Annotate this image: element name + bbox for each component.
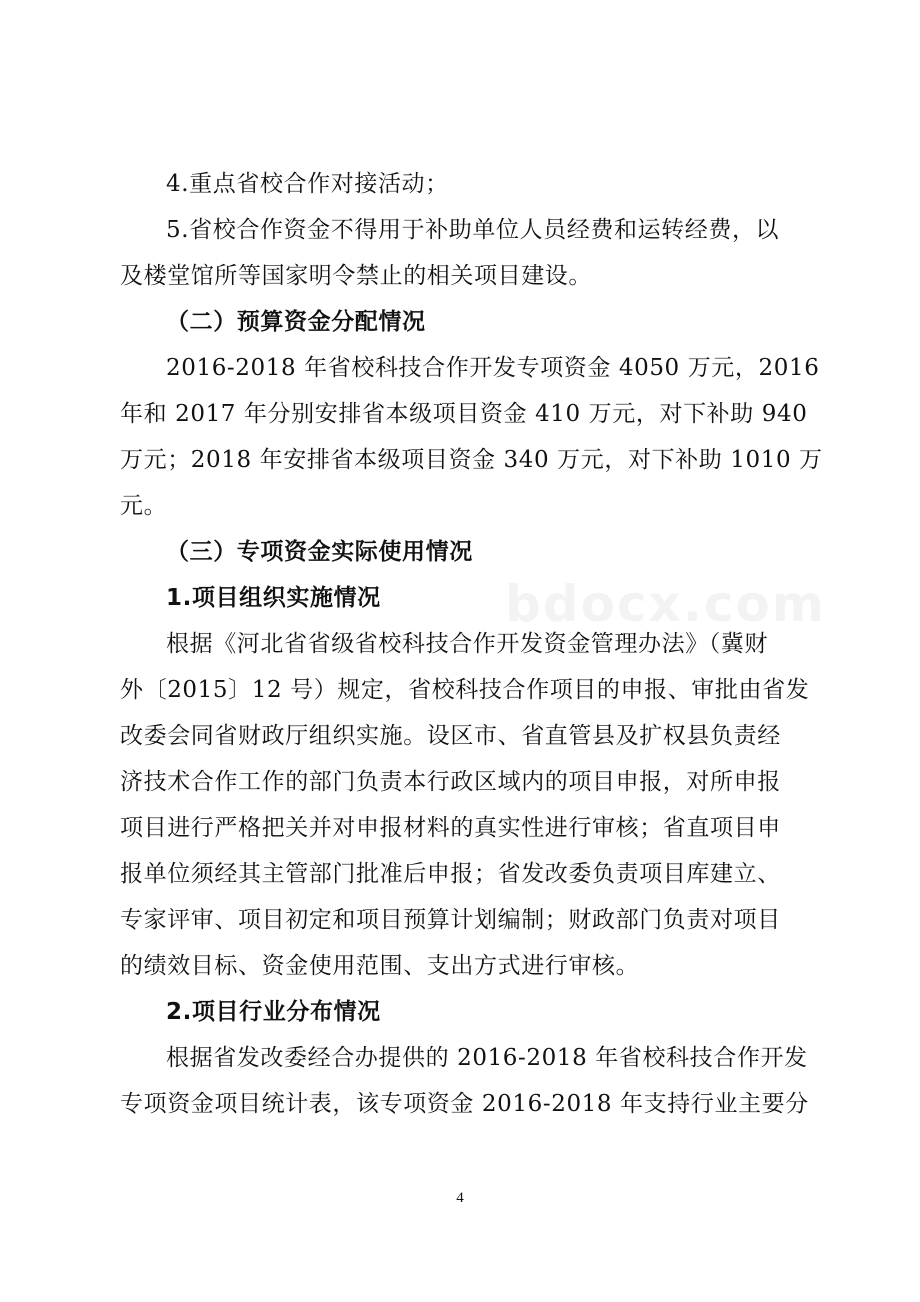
list-item-5-line-1 bbox=[120, 207, 810, 253]
section-heading-3: （三）专项资金实际使用情况 bbox=[166, 539, 473, 565]
paragraph-budget-line-4: 元。 bbox=[120, 493, 168, 519]
page-number: 4 bbox=[456, 1190, 464, 1206]
subsection-heading-2: 2.项目行业分布情况 bbox=[166, 999, 381, 1025]
section-heading-2: （二）预算资金分配情况 bbox=[166, 309, 426, 335]
document-body bbox=[120, 161, 823, 1127]
text-run: 5.省校合作资金不得用于补助单位人员经费和运转经费，以 bbox=[166, 217, 780, 243]
paragraph-budget-line-1: 2016-2018 年省校科技合作开发专项资金 4050 万元，2016 bbox=[166, 355, 820, 381]
paragraph-implementation-line-1: 根据《河北省省级省校科技合作开发资金管理办法》（冀财 bbox=[166, 631, 769, 657]
paragraph-implementation-line-4: 济技术合作工作的部门负责本行政区域内的项目申报，对所申报 bbox=[120, 769, 781, 795]
paragraph-industry-line-2: 专项资金项目统计表，该专项资金 2016-2018 年支持行业主要分 bbox=[120, 1091, 809, 1117]
paragraph-implementation-line-7: 专家评审、项目初定和项目预算计划编制；财政部门负责对项目 bbox=[120, 907, 781, 933]
paragraph-industry-line-1: 根据省发改委经合办提供的 2016-2018 年省校科技合作开发 bbox=[166, 1045, 808, 1071]
paragraph-implementation-line-8: 的绩效目标、资金使用范围、支出方式进行审核。 bbox=[120, 953, 640, 979]
paragraph-implementation-line-2: 外〔2015〕12 号）规定，省校科技合作项目的申报、审批由省发 bbox=[120, 677, 810, 703]
list-item-5-line-2: 及楼堂馆所等国家明令禁止的相关项目建设。 bbox=[120, 263, 592, 289]
paragraph-budget-line-3: 万元；2018 年安排省本级项目资金 340 万元，对下补助 1010 万 bbox=[120, 447, 823, 473]
subsection-heading-1: 1.项目组织实施情况 bbox=[166, 585, 381, 611]
list-item-4: 4.重点省校合作对接活动； bbox=[166, 171, 449, 197]
paragraph-budget-line-2: 年和 2017 年分别安排省本级项目资金 410 万元，对下补助 940 bbox=[120, 401, 808, 427]
paragraph-implementation-line-3: 改委会同省财政厅组织实施。设区市、省直管县及扩权县负责经 bbox=[120, 723, 781, 749]
watermark: bdocx.com bbox=[505, 575, 826, 633]
paragraph-implementation-line-6: 报单位须经其主管部门批准后申报；省发改委负责项目库建立、 bbox=[120, 861, 781, 887]
paragraph-implementation-line-5: 项目进行严格把关并对申报材料的真实性进行审核；省直项目申 bbox=[120, 815, 781, 841]
